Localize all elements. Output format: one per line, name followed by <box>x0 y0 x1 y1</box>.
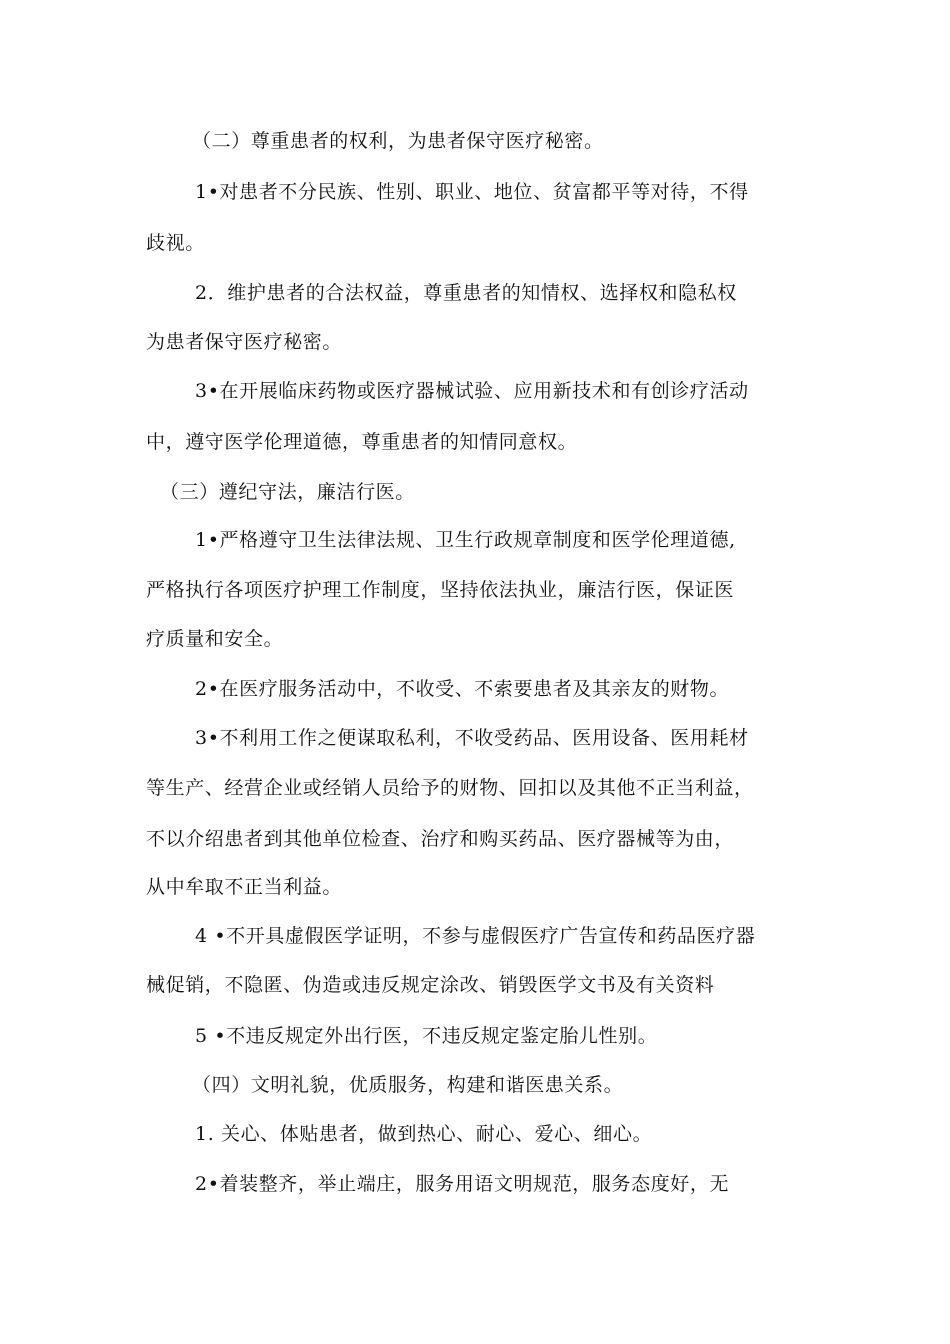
paragraph-line: 严格执行各项医疗护理工作制度，坚持依法执业，廉洁行医，保证医 <box>146 579 735 601</box>
paragraph-line: 2•着装整齐，举止端庄，服务用语文明规范，服务态度好，无 <box>195 1173 730 1195</box>
paragraph-line: 5 •不违反规定外出行医，不违反规定鉴定胎儿性别。 <box>195 1025 658 1047</box>
paragraph-line: 1. 关心、体贴患者，做到热心、耐心、爱心、细心。 <box>195 1123 653 1145</box>
paragraph-line: 疗质量和安全。 <box>146 628 284 650</box>
paragraph-line: 4 •不开具虚假医学证明，不参与虚假医疗广告宣传和药品医疗器 <box>195 925 756 947</box>
paragraph-line: 2．维护患者的合法权益，尊重患者的知情权、选择权和隐私权 <box>195 282 737 304</box>
paragraph-line: 等生产、经营企业或经销人员给予的财物、回扣以及其他不正当利益， <box>146 777 754 799</box>
paragraph-line: 1•对患者不分民族、性别、职业、地位、贫富都平等对待，不得 <box>195 181 749 203</box>
paragraph-line: 械促销，不隐匿、伪造或违反规定涂改、销毁医学文书及有关资料 <box>146 974 715 996</box>
paragraph-line: 1•严格遵守卫生法律法规、卫生行政规章制度和医学伦理道德, <box>195 529 736 551</box>
paragraph-line: 中，遵守医学伦理道德，尊重患者的知情同意权。 <box>146 431 578 453</box>
paragraph-line: 为患者保守医疗秘密。 <box>146 331 343 353</box>
paragraph-line: 不以介绍患者到其他单位检查、治疗和购买药品、医疗器械等为由， <box>146 828 735 850</box>
paragraph-line: 3•不利用工作之便谋取私利，不收受药品、医用设备、医用耗材 <box>195 727 749 749</box>
section-heading-2: （二）尊重患者的权利，为患者保守医疗秘密。 <box>192 130 604 152</box>
paragraph-line: 歧视。 <box>146 232 205 254</box>
paragraph-line: 从中牟取不正当利益。 <box>146 876 343 898</box>
paragraph-line: 3•在开展临床药物或医疗器械试验、应用新技术和有创诊疗活动 <box>195 380 749 402</box>
section-heading-4: （四）文明礼貌，优质服务，构建和谐医患关系。 <box>192 1074 624 1096</box>
paragraph-line: 2•在医疗服务活动中，不收受、不索要患者及其亲友的财物。 <box>195 678 730 700</box>
section-heading-3: （三）遵纪守法，廉洁行医。 <box>160 481 415 503</box>
